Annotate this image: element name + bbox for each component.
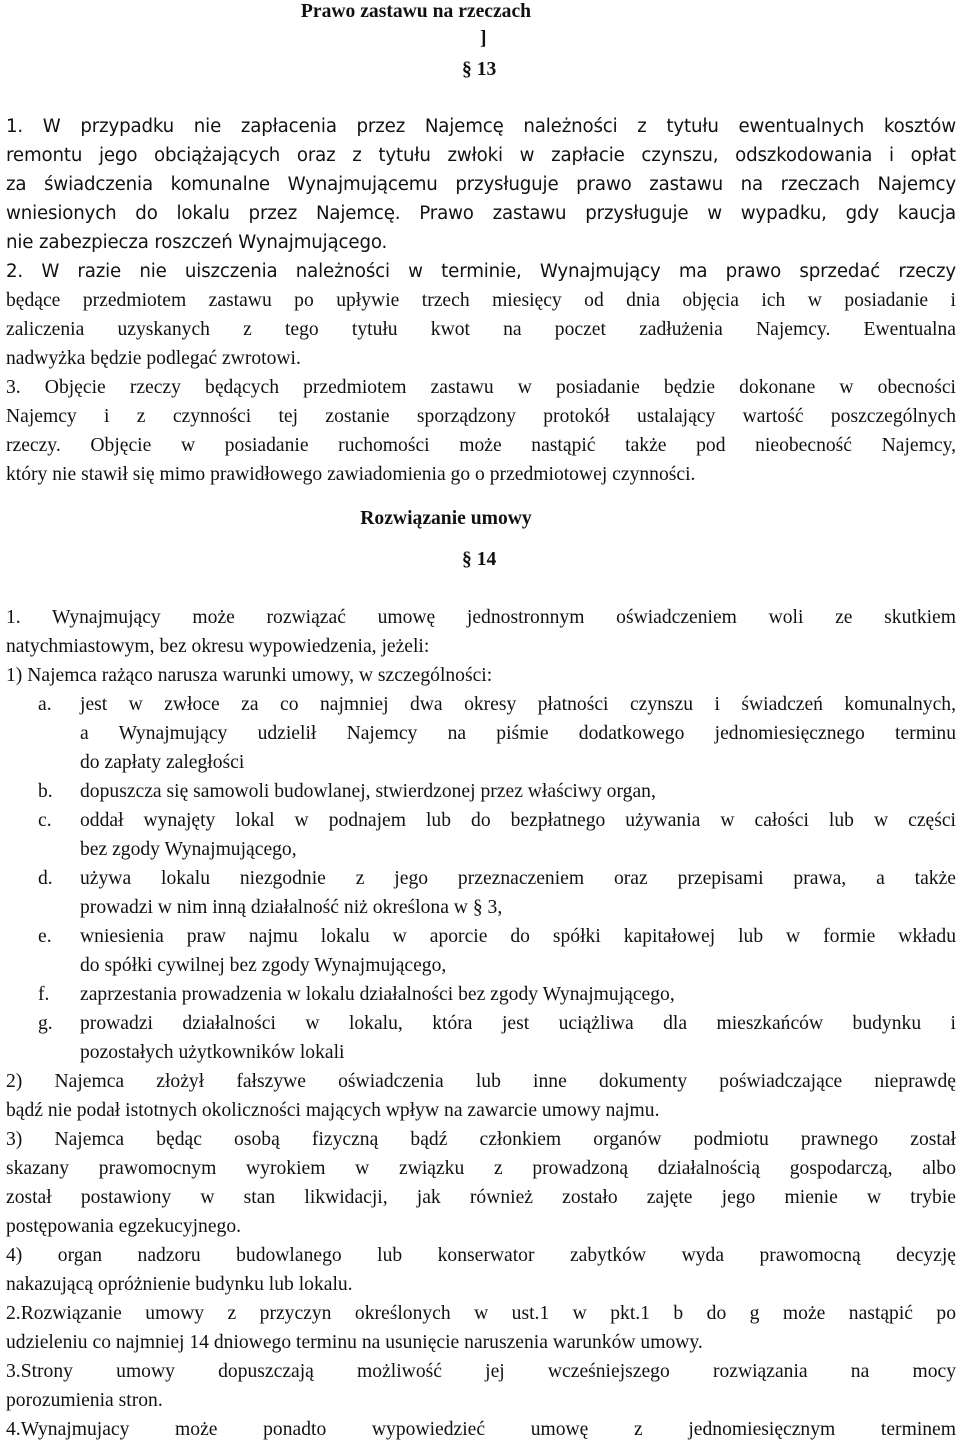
item-label: c. [38,810,52,831]
item-text: prowadzi w nim inną działalność niż określona w § 3, [80,897,503,918]
s14-intro-line: natychmiastowym, bez okresu wypowiedzenia, jeżeli: [6,636,430,657]
item-text: prowadzi działalności w lokalu, która jest uciążliwa dla mieszkańców budynku i [80,1013,956,1034]
item-text: używa lokalu niezgodnie z jego przeznaczeniem oraz przepisami prawa, a także [80,868,956,889]
s14-line: porozumienia stron. [6,1390,163,1411]
s14-intro-line: 1. Wynajmujący może rozwiązać umowę jednostronnym oświadczeniem woli ze skutkiem [6,607,956,628]
s13-line: zaliczenia uzyskanych z tego tytułu kwot na poczet zadłużenia Najemcy. Ewentualna [6,319,956,340]
section-14-number: § 14 [462,549,497,570]
s13-line: nie zabezpiecza roszczeń Wynajmującego. [6,232,388,253]
s13-line: 2. W razie nie uiszczenia należności w terminie, Wynajmujący ma prawo sprzedać rzeczy [6,261,956,282]
s13-line: nadwyżka będzie podlegać zwrotowi. [6,348,301,369]
s13-line: za świadczenia komunalne Wynajmującemu przysługuje prawo zastawu na rzeczach Najemcy [6,174,956,195]
s14-line: 3) Najemca będąc osobą fizyczną bądź członkiem organów podmiotu prawnego został [6,1129,956,1150]
section-13-bracket: ] [480,28,487,49]
s14-intro-line: 1) Najemca rażąco narusza warunki umowy, w szczególności: [6,665,493,686]
item-text: pozostałych użytkowników lokali [80,1042,345,1063]
item-text: dopuszcza się samowoli budowlanej, stwierdzonej przez właściwy organ, [80,781,656,802]
item-label: d. [38,868,53,889]
s14-line: 4) organ nadzoru budowlanego lub konserwator zabytków wyda prawomocną decyzję [6,1245,956,1266]
item-label: e. [38,926,52,947]
item-label: g. [38,1013,53,1034]
s14-line: udzieleniu co najmniej 14 dniowego terminu na usunięcie naruszenia warunków umowy. [6,1332,703,1353]
s13-line: rzeczy. Objęcie w posiadanie ruchomości może nastąpić także pod nieobecność Najemcy, [6,435,956,456]
s14-line: nakazującą opróżnienie budynku lub lokalu. [6,1274,353,1295]
s14-line: 4.Wynajmujacy może ponadto wypowiedzieć umowę z jednomiesięcznym terminem [6,1419,956,1440]
s14-line: postępowania egzekucyjnego. [6,1216,242,1237]
s13-line: 3. Objęcie rzeczy będących przedmiotem zastawu w posiadanie będzie dokonane w obecności [6,377,956,398]
item-text: do spółki cywilnej bez zgody Wynajmującego, [80,955,447,976]
s13-line: będące przedmiotem zastawu po upływie trzech miesięcy od dnia objęcia ich w posiadanie i [6,290,956,311]
item-text: wniesienia praw najmu lokalu w aporcie do spółki kapitałowej lub w formie wkładu [80,926,956,947]
item-text: jest w zwłoce za co najmniej dwa okresy płatności czynszu i świadczeń komunalnych, [80,694,956,715]
s13-line: remontu jego obciążających oraz z tytułu zwłoki w zapłacie czynszu, odszkodowania i opłat [6,145,956,166]
item-text: a Wynajmujący udzielił Najemcy na piśmie dodatkowego jednomiesięcznego terminu [80,723,956,744]
item-label: a. [38,694,52,715]
s13-line: który nie stawił się mimo prawidłowego zawiadomienia go o przedmiotowej czynności. [6,464,696,485]
section-13-number: § 13 [462,59,497,80]
item-label: b. [38,781,53,802]
item-text: zaprzestania prowadzenia w lokalu działalności bez zgody Wynajmującego, [80,984,675,1005]
s13-line: Najemcy i z czynności tej zostanie sporządzony protokół ustalający wartość poszczególnych [6,406,956,427]
s14-line: 2.Rozwiązanie umowy z przyczyn określonych w ust.1 w pkt.1 b do g może nastąpić po [6,1303,956,1324]
s13-line: wniesionych do lokalu przez Najemcę. Prawo zastawu przysługuje w wypadku, gdy kaucja [6,203,956,224]
s14-line: bądź nie podał istotnych okoliczności mających wpływ na zawarcie umowy najmu. [6,1100,660,1121]
s14-line: został postawiony w stan likwidacji, jak również zostało zajęte jego mienie w trybie [6,1187,956,1208]
s13-line: 1. W przypadku nie zapłacenia przez Najemcę należności z tytułu ewentualnych kosztów [6,116,956,137]
s14-line: skazany prawomocnym wyrokiem w związku z prowadzoną działalnością gospodarczą, albo [6,1158,956,1179]
section-13-title: Prawo zastawu na rzeczach [300,1,532,22]
item-text: do zapłaty zaległości [80,752,245,773]
item-text: bez zgody Wynajmującego, [80,839,297,860]
s14-line: 2) Najemca złożył fałszywe oświadczenia lub inne dokumenty poświadczające nieprawdę [6,1071,956,1092]
s14-line: 3.Strony umowy dopuszczają możliwość jej wcześniejszego rozwiązania na mocy [6,1361,956,1382]
item-text: oddał wynajęty lokal w podnajem lub do bezpłatnego używania w całości lub w części [80,810,956,831]
item-label: f. [38,984,50,1005]
section-14-title: Rozwiązanie umowy [360,508,532,529]
